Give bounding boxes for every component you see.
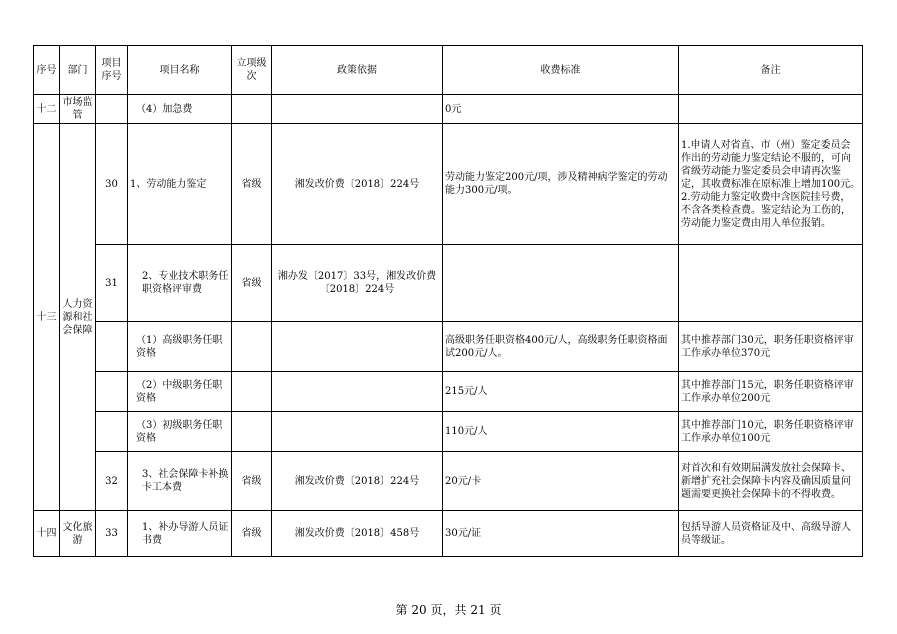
header-level: 立项级次 <box>232 46 272 95</box>
header-note: 备注 <box>679 46 863 95</box>
row-item-no <box>96 412 128 452</box>
row-policy <box>272 322 443 372</box>
row-fee <box>443 245 679 322</box>
row-level: 省级 <box>232 511 272 557</box>
row-policy <box>272 95 443 124</box>
table-row <box>34 245 863 322</box>
row-policy: 湘发改价费〔2018〕458号 <box>272 511 443 557</box>
row-note <box>679 245 863 322</box>
row-level: 省级 <box>232 245 272 322</box>
header-dept: 部门 <box>60 46 96 95</box>
row-name: 1、劳动能力鉴定 <box>128 124 232 245</box>
table-row <box>34 322 863 372</box>
row-fee: 110元/人 <box>443 412 679 452</box>
row-level <box>232 322 272 372</box>
row-fee: 劳动能力鉴定200元/项，涉及精神病学鉴定的劳动能力300元/项。 <box>443 124 679 245</box>
row-policy <box>272 372 443 412</box>
row-item-no <box>96 95 128 124</box>
header-policy: 政策依据 <box>272 46 443 95</box>
row-note <box>679 95 863 124</box>
table-row <box>34 372 863 412</box>
row-policy: 湘发改价费〔2018〕224号 <box>272 452 443 511</box>
row-fee: 215元/人 <box>443 372 679 412</box>
total-pages: 21 <box>470 603 486 617</box>
row-name: （2）中级职务任职资格 <box>128 372 232 412</box>
row-fee: 高级职务任职资格400元/人，高级职务任职资格面试200元/人。 <box>443 322 679 372</box>
row-fee: 30元/证 <box>443 511 679 557</box>
row-item-no <box>96 372 128 412</box>
row-name: （1）高级职务任职资格 <box>128 322 232 372</box>
header-seq: 序号 <box>34 46 60 95</box>
header-item-no: 项目序号 <box>96 46 128 95</box>
page-number: 20 <box>411 603 427 617</box>
row-policy <box>272 412 443 452</box>
row-dept: 人力资源和社会保障 <box>60 124 96 511</box>
row-level: 省级 <box>232 452 272 511</box>
row-note: 1.申请人对省直、市（州）鉴定委员会作出的劳动能力鉴定结论不服的，可向省级劳动能力鉴定委员会申请再次鉴定，其收费标准在原标准上增加100元。 2.劳动能力鉴定收费中含医院挂号费，不含各类检查费。鉴定结论为工伤的，劳动能力鉴定费由用人单位报销。 <box>679 124 863 245</box>
row-item-no <box>96 322 128 372</box>
row-fee: 20元/卡 <box>443 452 679 511</box>
footer-middle: 页，共 <box>430 603 467 617</box>
table-row <box>34 511 863 557</box>
header-fee: 收费标准 <box>443 46 679 95</box>
row-dept: 文化旅游 <box>60 511 96 557</box>
footer-suffix: 页 <box>489 603 502 617</box>
row-fee: 0元 <box>443 95 679 124</box>
row-name: 3、社会保障卡补换卡工本费 <box>128 452 232 511</box>
row-item-no: 30 <box>96 124 128 245</box>
row-note: 对首次和有效期届满发放社会保障卡、新增扩充社会保障卡内容及确因质量问题需要更换社会保障卡的不得收费。 <box>679 452 863 511</box>
table-row <box>34 452 863 511</box>
row-item-no: 32 <box>96 452 128 511</box>
table-row <box>34 124 863 245</box>
footer-prefix: 第 <box>395 603 408 617</box>
row-level <box>232 95 272 124</box>
row-name: 2、专业技术职务任职资格评审费 <box>128 245 232 322</box>
row-name: （3）初级职务任职资格 <box>128 412 232 452</box>
table-row <box>34 412 863 452</box>
table-header-row <box>34 46 863 95</box>
page-footer <box>0 601 897 618</box>
row-policy: 湘发改价费〔2018〕224号 <box>272 124 443 245</box>
row-level <box>232 372 272 412</box>
row-dept: 市场监管 <box>60 95 96 124</box>
row-item-no: 31 <box>96 245 128 322</box>
row-seq: 十四 <box>34 511 60 557</box>
row-level: 省级 <box>232 124 272 245</box>
row-policy: 湘办发〔2017〕33号，湘发改价费〔2018〕224号 <box>272 245 443 322</box>
row-note: 其中推荐部门30元，职务任职资格评审工作承办单位370元 <box>679 322 863 372</box>
row-level <box>232 412 272 452</box>
row-seq: 十二 <box>34 95 60 124</box>
table-row <box>34 95 863 124</box>
row-name: （4）加急费 <box>128 95 232 124</box>
row-seq: 十三 <box>34 124 60 511</box>
row-note: 其中推荐部门15元，职务任职资格评审工作承办单位200元 <box>679 372 863 412</box>
row-item-no: 33 <box>96 511 128 557</box>
row-name: 1、补办导游人员证书费 <box>128 511 232 557</box>
fee-table <box>33 45 866 557</box>
row-note: 其中推荐部门10元，职务任职资格评审工作承办单位100元 <box>679 412 863 452</box>
header-name: 项目名称 <box>128 46 232 95</box>
row-note: 包括导游人员资格证及中、高级导游人员等级证。 <box>679 511 863 557</box>
